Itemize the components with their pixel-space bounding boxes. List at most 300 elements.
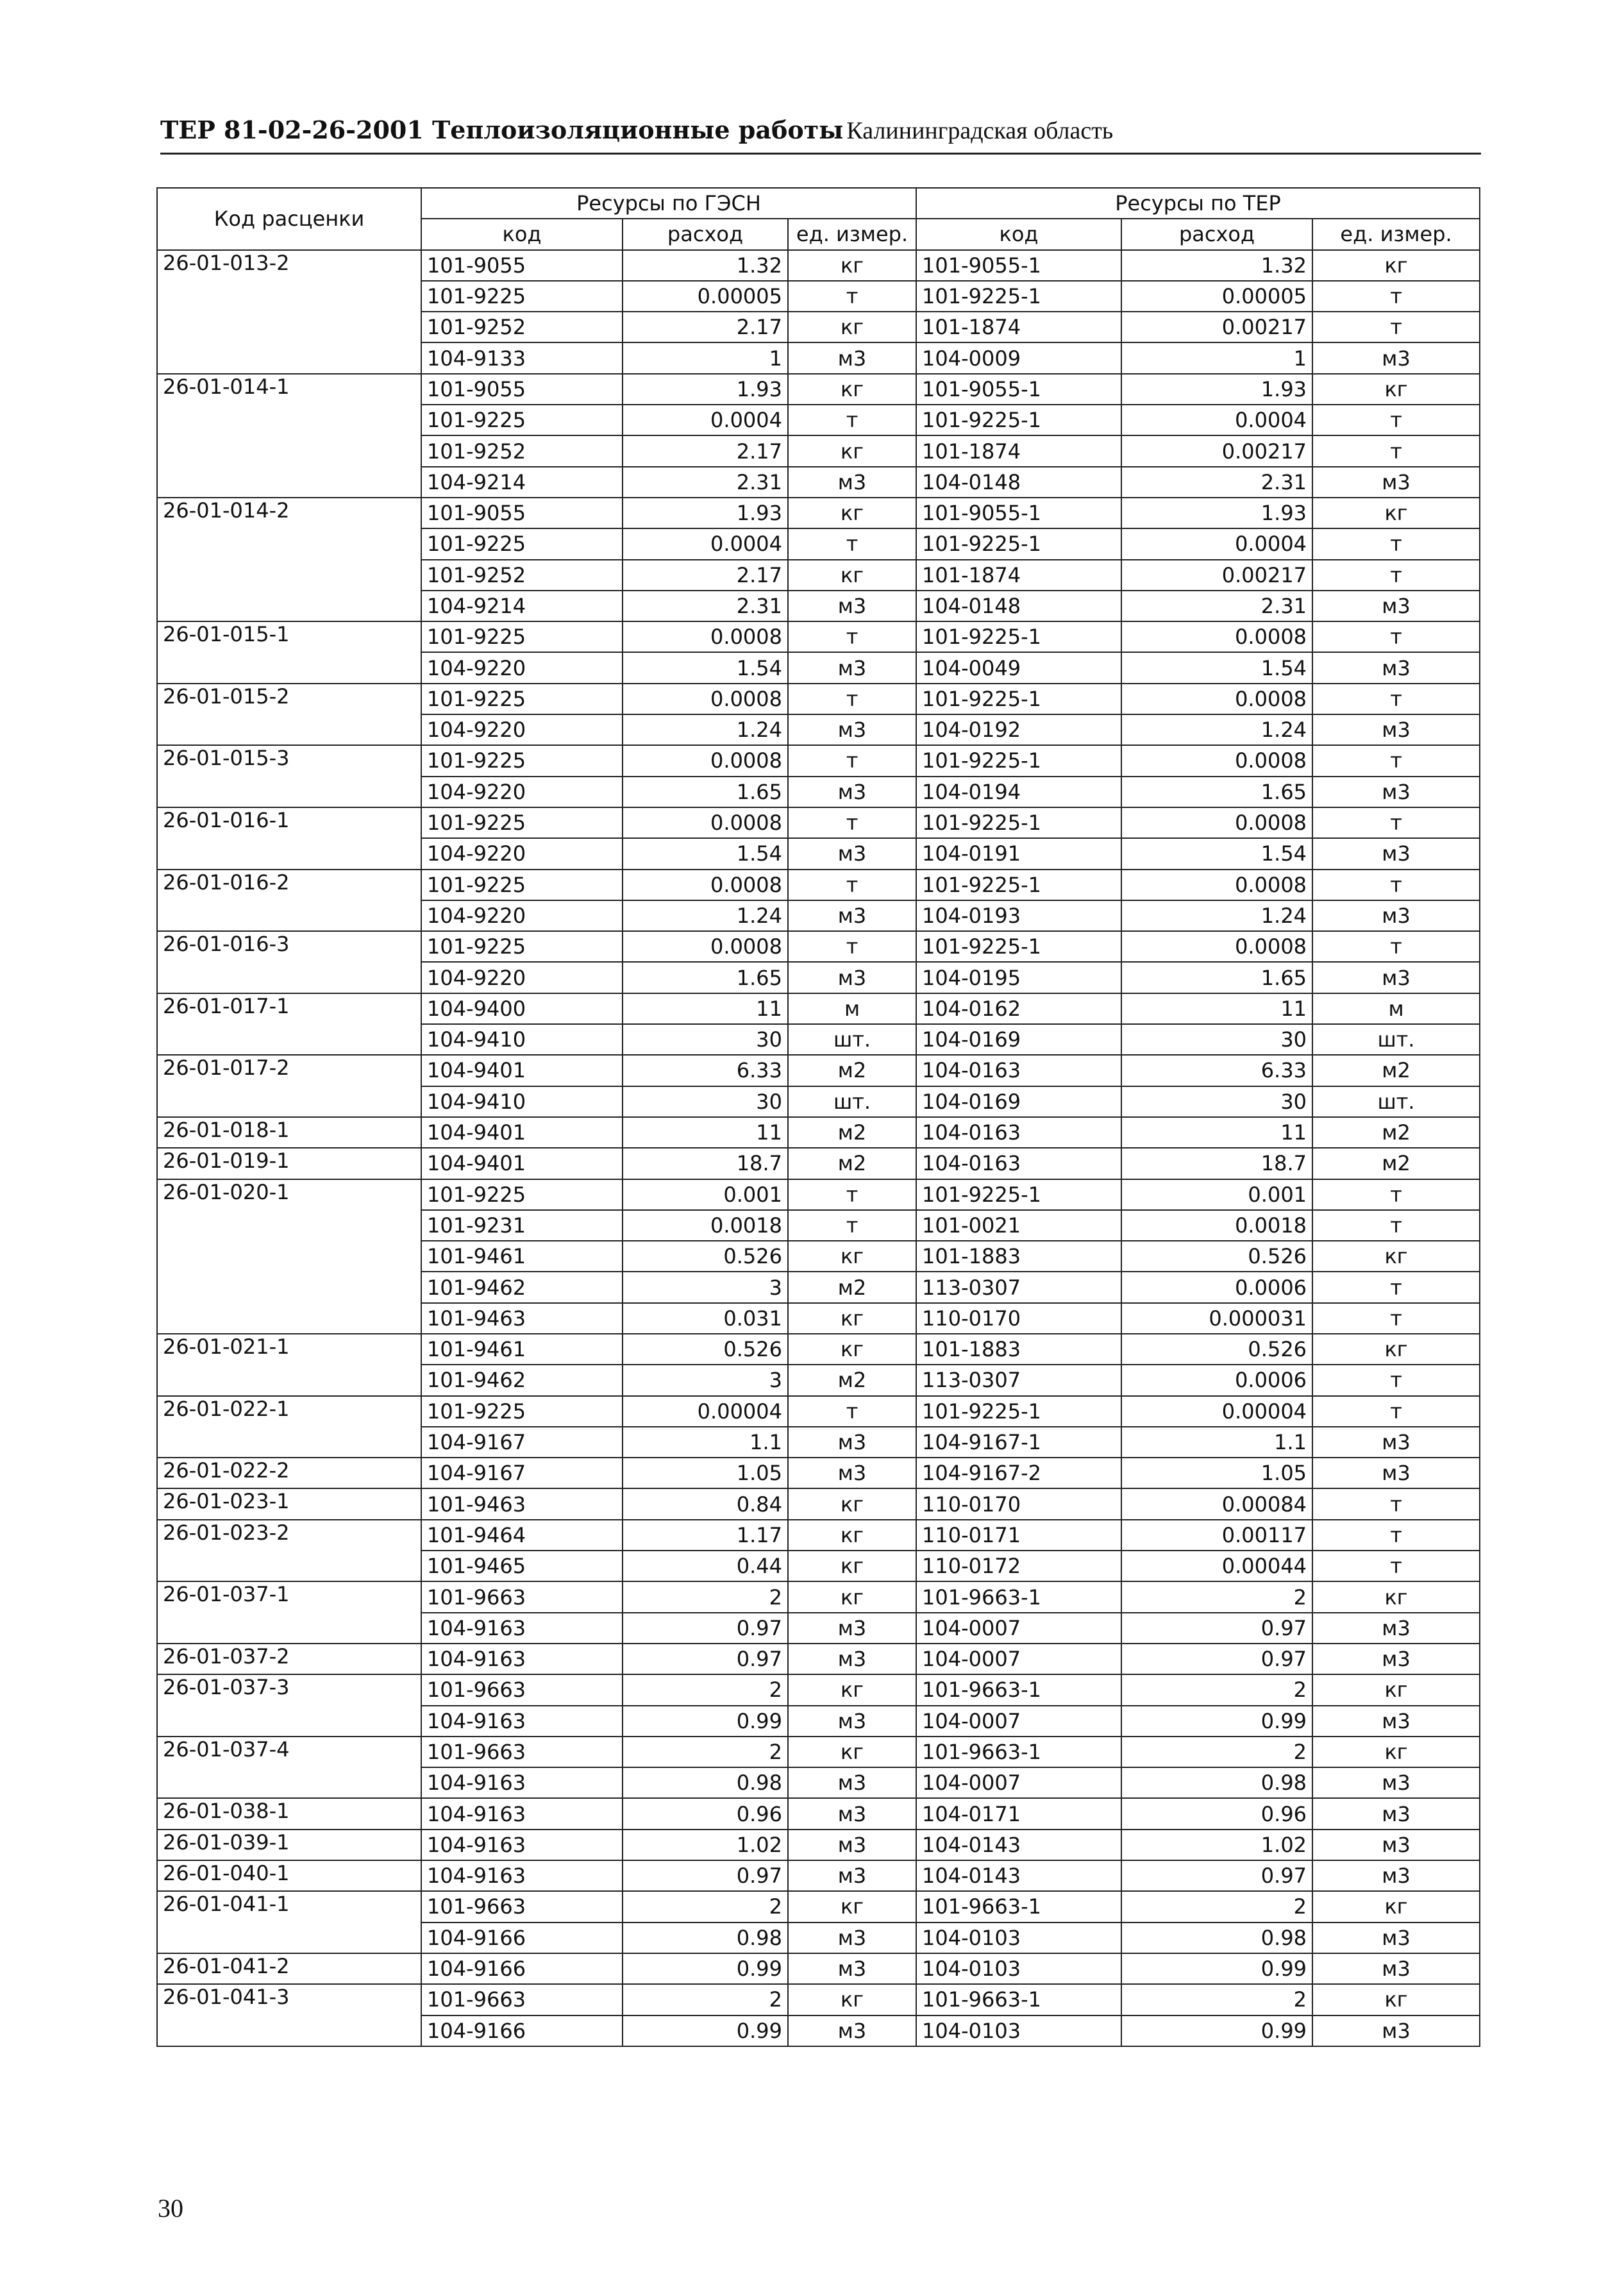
rate-code-cell: 26-01-037-1 [157,1581,421,1644]
ter-unit-cell: м3 [1312,1706,1480,1737]
gesn-qty-cell: 0.98 [623,1923,788,1953]
gesn-code-cell: 104-9400 [421,993,623,1024]
ter-code-cell: 101-9225-1 [916,745,1121,776]
ter-code-cell: 104-0169 [916,1024,1121,1055]
ter-qty-cell: 0.96 [1121,1798,1312,1829]
ter-qty-cell: 1.24 [1121,900,1312,931]
gesn-unit-cell: кг [788,1737,916,1767]
gesn-qty-cell: 2.31 [623,591,788,621]
ter-qty-cell: 0.0008 [1121,870,1312,900]
table-row [157,993,1480,1024]
ter-code-cell: 104-0049 [916,652,1121,683]
ter-unit-cell: м3 [1312,467,1480,498]
gesn-qty-cell: 0.00004 [623,1396,788,1427]
gesn-unit-cell: м2 [788,1148,916,1179]
rate-code-cell: 26-01-023-2 [157,1520,421,1582]
ter-code-cell: 101-1874 [916,560,1121,591]
gesn-unit-cell: м3 [788,900,916,931]
gesn-qty-cell: 1.05 [623,1458,788,1488]
gesn-unit-cell: кг [788,1984,916,2015]
ter-code-cell: 110-0170 [916,1488,1121,1519]
gesn-unit-cell: м3 [788,1767,916,1798]
ter-unit-cell: м3 [1312,1644,1480,1674]
table-row [157,498,1480,528]
gesn-unit-cell: т [788,745,916,776]
ter-code-cell: 104-0191 [916,838,1121,869]
gesn-qty-cell: 2.17 [623,435,788,466]
ter-unit-cell: м3 [1312,2015,1480,2046]
rate-code-cell: 26-01-014-2 [157,498,421,621]
gesn-qty-cell: 1.02 [623,1830,788,1860]
gesn-unit-cell: м3 [788,591,916,621]
ter-qty-cell: 0.98 [1121,1923,1312,1953]
ter-code-cell: 104-0169 [916,1086,1121,1117]
header-ter-qty: расход [1121,219,1312,249]
rate-code-cell: 26-01-037-2 [157,1644,421,1674]
gesn-code-cell: 101-9462 [421,1365,623,1395]
gesn-code-cell: 101-9663 [421,1674,623,1705]
gesn-code-cell: 101-9225 [421,1179,623,1210]
ter-unit-cell: шт. [1312,1086,1480,1117]
gesn-qty-cell: 0.00005 [623,281,788,312]
table-row [157,250,1480,281]
ter-unit-cell: м [1312,993,1480,1024]
gesn-code-cell: 101-9225 [421,405,623,435]
gesn-qty-cell: 1.65 [623,777,788,807]
ter-unit-cell: м3 [1312,1860,1480,1891]
rate-code-cell: 26-01-021-1 [157,1334,421,1396]
gesn-qty-cell: 0.0008 [623,870,788,900]
ter-unit-cell: м2 [1312,1055,1480,1086]
header-gesn-unit: ед. измер. [788,219,916,249]
ter-code-cell: 101-9225-1 [916,1179,1121,1210]
ter-qty-cell: 0.97 [1121,1613,1312,1644]
ter-qty-cell: 0.00217 [1121,312,1312,342]
header-gesn-qty: расход [623,219,788,249]
gesn-unit-cell: м3 [788,1427,916,1458]
ter-code-cell: 104-0195 [916,962,1121,993]
gesn-code-cell: 104-9163 [421,1830,623,1860]
gesn-qty-cell: 3 [623,1272,788,1302]
gesn-code-cell: 104-9163 [421,1798,623,1829]
ter-unit-cell: кг [1312,498,1480,528]
gesn-code-cell: 104-9167 [421,1427,623,1458]
table-row [157,807,1480,838]
gesn-code-cell: 101-9462 [421,1272,623,1302]
ter-code-cell: 104-0194 [916,777,1121,807]
ter-unit-cell: т [1312,1179,1480,1210]
ter-code-cell: 104-0007 [916,1613,1121,1644]
gesn-qty-cell: 30 [623,1024,788,1055]
ter-code-cell: 101-1883 [916,1241,1121,1272]
gesn-unit-cell: м3 [788,1860,916,1891]
rate-code-cell: 26-01-037-4 [157,1737,421,1799]
gesn-unit-cell: т [788,528,916,559]
gesn-code-cell: 101-9225 [421,931,623,962]
page-number: 30 [158,2194,183,2223]
header-bold-title: ТЕР 81-02-26-2001 Теплоизоляционные работы [160,115,844,144]
rate-code-cell: 26-01-041-2 [157,1953,421,1984]
gesn-code-cell: 104-9166 [421,1953,623,1984]
gesn-qty-cell: 2.17 [623,312,788,342]
gesn-code-cell: 104-9410 [421,1024,623,1055]
gesn-code-cell: 104-9133 [421,342,623,373]
ter-code-cell: 104-9167-1 [916,1427,1121,1458]
ter-code-cell: 104-0103 [916,1953,1121,1984]
gesn-unit-cell: т [788,1396,916,1427]
ter-qty-cell: 11 [1121,1117,1312,1148]
gesn-unit-cell: кг [788,435,916,466]
ter-qty-cell: 2 [1121,1891,1312,1922]
gesn-code-cell: 104-9214 [421,467,623,498]
gesn-qty-cell: 0.97 [623,1613,788,1644]
gesn-unit-cell: м3 [788,1830,916,1860]
gesn-qty-cell: 2 [623,1674,788,1705]
gesn-qty-cell: 0.99 [623,1953,788,1984]
rate-code-cell: 26-01-016-3 [157,931,421,993]
gesn-code-cell: 104-9163 [421,1706,623,1737]
ter-qty-cell: 11 [1121,993,1312,1024]
gesn-qty-cell: 1.32 [623,250,788,281]
ter-code-cell: 101-9225-1 [916,807,1121,838]
table-row [157,1396,1480,1427]
gesn-qty-cell: 1 [623,342,788,373]
gesn-unit-cell: м3 [788,714,916,745]
gesn-unit-cell: кг [788,1334,916,1365]
ter-qty-cell: 2 [1121,1674,1312,1705]
gesn-qty-cell: 1.1 [623,1427,788,1458]
gesn-unit-cell: кг [788,374,916,405]
ter-unit-cell: т [1312,1272,1480,1302]
gesn-code-cell: 104-9220 [421,652,623,683]
table-row [157,1055,1480,1086]
rate-code-cell: 26-01-016-1 [157,807,421,870]
ter-qty-cell: 1.54 [1121,652,1312,683]
rate-code-cell: 26-01-041-3 [157,1984,421,2046]
ter-qty-cell: 0.98 [1121,1767,1312,1798]
ter-qty-cell: 1.65 [1121,962,1312,993]
ter-code-cell: 101-1883 [916,1334,1121,1365]
rate-code-cell: 26-01-017-2 [157,1055,421,1117]
ter-code-cell: 101-9055-1 [916,250,1121,281]
ter-unit-cell: м3 [1312,1613,1480,1644]
ter-qty-cell: 2 [1121,1737,1312,1767]
table-row [157,1520,1480,1551]
ter-qty-cell: 2 [1121,1581,1312,1612]
gesn-qty-cell: 0.0008 [623,931,788,962]
ter-code-cell: 101-9225-1 [916,870,1121,900]
ter-qty-cell: 1.02 [1121,1830,1312,1860]
gesn-unit-cell: т [788,621,916,652]
header-region: Калининградская область [846,117,1114,144]
ter-qty-cell: 1.93 [1121,374,1312,405]
ter-qty-cell: 0.0004 [1121,405,1312,435]
ter-qty-cell: 0.00044 [1121,1551,1312,1581]
ter-unit-cell: м3 [1312,777,1480,807]
gesn-qty-cell: 2.17 [623,560,788,591]
gesn-unit-cell: кг [788,1520,916,1551]
ter-code-cell: 101-9225-1 [916,1396,1121,1427]
ter-unit-cell: т [1312,684,1480,714]
rate-code-cell: 26-01-023-1 [157,1488,421,1519]
ter-code-cell: 101-9225-1 [916,621,1121,652]
gesn-qty-cell: 0.97 [623,1644,788,1674]
ter-qty-cell: 0.001 [1121,1179,1312,1210]
ter-qty-cell: 0.00005 [1121,281,1312,312]
gesn-code-cell: 101-9463 [421,1488,623,1519]
gesn-unit-cell: м3 [788,652,916,683]
ter-qty-cell: 0.00004 [1121,1396,1312,1427]
header-ter-unit: ед. измер. [1312,219,1480,249]
ter-unit-cell: м2 [1312,1117,1480,1148]
gesn-code-cell: 101-9464 [421,1520,623,1551]
ter-qty-cell: 0.0018 [1121,1210,1312,1241]
ter-qty-cell: 2.31 [1121,591,1312,621]
gesn-qty-cell: 1.24 [623,900,788,931]
rate-code-cell: 26-01-020-1 [157,1179,421,1334]
ter-code-cell: 104-0009 [916,342,1121,373]
ter-unit-cell: т [1312,281,1480,312]
ter-unit-cell: м3 [1312,342,1480,373]
gesn-qty-cell: 0.031 [623,1303,788,1334]
rate-code-cell: 26-01-039-1 [157,1830,421,1860]
gesn-code-cell: 104-9401 [421,1117,623,1148]
ter-unit-cell: м3 [1312,652,1480,683]
ter-unit-cell: т [1312,931,1480,962]
ter-qty-cell: 0.0004 [1121,528,1312,559]
gesn-code-cell: 101-9055 [421,374,623,405]
ter-qty-cell: 0.99 [1121,1953,1312,1984]
ter-code-cell: 110-0170 [916,1303,1121,1334]
ter-code-cell: 104-0163 [916,1055,1121,1086]
ter-qty-cell: 0.526 [1121,1241,1312,1272]
header-code: Код расценки [157,188,421,250]
gesn-unit-cell: кг [788,1303,916,1334]
gesn-qty-cell: 0.99 [623,2015,788,2046]
table-row [157,684,1480,714]
ter-qty-cell: 0.0008 [1121,745,1312,776]
ter-code-cell: 101-1874 [916,312,1121,342]
gesn-qty-cell: 0.99 [623,1706,788,1737]
gesn-unit-cell: кг [788,498,916,528]
ter-code-cell: 104-0148 [916,591,1121,621]
gesn-unit-cell: т [788,405,916,435]
ter-qty-cell: 2.31 [1121,467,1312,498]
ter-unit-cell: т [1312,435,1480,466]
ter-unit-cell: м2 [1312,1148,1480,1179]
page-header [160,114,1481,155]
gesn-qty-cell: 0.0008 [623,807,788,838]
ter-qty-cell: 2 [1121,1984,1312,2015]
ter-unit-cell: т [1312,312,1480,342]
ter-unit-cell: т [1312,807,1480,838]
ter-qty-cell: 1.24 [1121,714,1312,745]
ter-qty-cell: 1.54 [1121,838,1312,869]
ter-qty-cell: 0.97 [1121,1860,1312,1891]
ter-qty-cell: 0.99 [1121,2015,1312,2046]
ter-qty-cell: 1.65 [1121,777,1312,807]
gesn-qty-cell: 0.96 [623,1798,788,1829]
gesn-qty-cell: 1.93 [623,498,788,528]
gesn-qty-cell: 0.0004 [623,405,788,435]
gesn-code-cell: 101-9225 [421,621,623,652]
table-row [157,1458,1480,1488]
gesn-unit-cell: м3 [788,2015,916,2046]
ter-qty-cell: 1.32 [1121,250,1312,281]
ter-qty-cell: 1.1 [1121,1427,1312,1458]
ter-unit-cell: кг [1312,374,1480,405]
ter-code-cell: 104-0192 [916,714,1121,745]
table-row [157,1737,1480,1767]
ter-unit-cell: кг [1312,1581,1480,1612]
ter-code-cell: 104-0007 [916,1767,1121,1798]
rate-code-cell: 26-01-015-3 [157,745,421,807]
gesn-unit-cell: шт. [788,1086,916,1117]
gesn-unit-cell: м2 [788,1117,916,1148]
ter-qty-cell: 0.00217 [1121,560,1312,591]
gesn-unit-cell: кг [788,1488,916,1519]
gesn-qty-cell: 2 [623,1891,788,1922]
ter-unit-cell: т [1312,1210,1480,1241]
gesn-code-cell: 104-9220 [421,838,623,869]
ter-code-cell: 110-0172 [916,1551,1121,1581]
rate-code-cell: 26-01-015-1 [157,621,421,684]
ter-code-cell: 101-9225-1 [916,281,1121,312]
gesn-code-cell: 104-9163 [421,1644,623,1674]
gesn-qty-cell: 2 [623,1737,788,1767]
ter-qty-cell: 30 [1121,1024,1312,1055]
ter-unit-cell: м3 [1312,714,1480,745]
rate-code-cell: 26-01-017-1 [157,993,421,1056]
gesn-unit-cell: кг [788,1551,916,1581]
ter-unit-cell: кг [1312,1334,1480,1365]
rate-code-cell: 26-01-014-1 [157,374,421,498]
ter-qty-cell: 30 [1121,1086,1312,1117]
ter-unit-cell: т [1312,1365,1480,1395]
ter-unit-cell: м3 [1312,1427,1480,1458]
ter-qty-cell: 0.99 [1121,1706,1312,1737]
ter-code-cell: 101-9663-1 [916,1984,1121,2015]
table-body [157,250,1480,2046]
ter-code-cell: 101-9055-1 [916,374,1121,405]
gesn-code-cell: 101-9252 [421,560,623,591]
table-row [157,1984,1480,2015]
gesn-code-cell: 101-9225 [421,745,623,776]
gesn-code-cell: 104-9163 [421,1613,623,1644]
gesn-unit-cell: м3 [788,342,916,373]
gesn-code-cell: 101-9663 [421,1737,623,1767]
gesn-qty-cell: 0.526 [623,1334,788,1365]
ter-code-cell: 104-0162 [916,993,1121,1024]
gesn-qty-cell: 2 [623,1581,788,1612]
ter-code-cell: 104-0007 [916,1706,1121,1737]
gesn-unit-cell: т [788,1210,916,1241]
gesn-unit-cell: м3 [788,1798,916,1829]
ter-qty-cell: 0.00217 [1121,435,1312,466]
gesn-code-cell: 101-9252 [421,312,623,342]
ter-qty-cell: 0.0008 [1121,807,1312,838]
ter-unit-cell: м3 [1312,1767,1480,1798]
ter-unit-cell: т [1312,745,1480,776]
gesn-qty-cell: 1.24 [623,714,788,745]
gesn-code-cell: 104-9163 [421,1767,623,1798]
gesn-unit-cell: кг [788,1241,916,1272]
ter-code-cell: 101-9055-1 [916,498,1121,528]
ter-unit-cell: м3 [1312,962,1480,993]
ter-qty-cell: 18.7 [1121,1148,1312,1179]
gesn-unit-cell: кг [788,250,916,281]
ter-code-cell: 104-0103 [916,2015,1121,2046]
ter-qty-cell: 0.00084 [1121,1488,1312,1519]
gesn-qty-cell: 1.54 [623,652,788,683]
ter-code-cell: 101-9663-1 [916,1674,1121,1705]
gesn-unit-cell: кг [788,560,916,591]
rate-code-cell: 26-01-018-1 [157,1117,421,1148]
ter-code-cell: 104-0163 [916,1148,1121,1179]
ter-unit-cell: м3 [1312,1953,1480,1984]
table-row [157,1798,1480,1829]
header-gesn-code: код [421,219,623,249]
ter-unit-cell: м3 [1312,900,1480,931]
ter-qty-cell: 0.0008 [1121,621,1312,652]
gesn-unit-cell: м3 [788,962,916,993]
ter-code-cell: 101-9225-1 [916,405,1121,435]
gesn-qty-cell: 0.98 [623,1767,788,1798]
gesn-code-cell: 104-9220 [421,714,623,745]
ter-unit-cell: м3 [1312,838,1480,869]
rate-code-cell: 26-01-022-2 [157,1458,421,1488]
gesn-qty-cell: 30 [623,1086,788,1117]
table-row [157,1179,1480,1210]
gesn-unit-cell: м3 [788,1706,916,1737]
gesn-unit-cell: м2 [788,1365,916,1395]
ter-code-cell: 104-9167-2 [916,1458,1121,1488]
gesn-code-cell: 101-9461 [421,1334,623,1365]
gesn-unit-cell: м3 [788,1644,916,1674]
gesn-code-cell: 101-9225 [421,281,623,312]
gesn-unit-cell: м3 [788,1953,916,1984]
gesn-unit-cell: м3 [788,1923,916,1953]
gesn-code-cell: 104-9163 [421,1860,623,1891]
gesn-code-cell: 101-9055 [421,498,623,528]
gesn-code-cell: 104-9220 [421,962,623,993]
table-row [157,745,1480,776]
header-ter: Ресурсы по ТЕР [916,188,1480,219]
gesn-qty-cell: 6.33 [623,1055,788,1086]
ter-unit-cell: т [1312,528,1480,559]
ter-unit-cell: т [1312,1551,1480,1581]
ter-code-cell: 101-9225-1 [916,528,1121,559]
ter-code-cell: 113-0307 [916,1272,1121,1302]
ter-unit-cell: т [1312,870,1480,900]
gesn-unit-cell: т [788,931,916,962]
ter-code-cell: 110-0171 [916,1520,1121,1551]
ter-unit-cell: кг [1312,1241,1480,1272]
gesn-qty-cell: 1.54 [623,838,788,869]
gesn-code-cell: 104-9220 [421,777,623,807]
gesn-qty-cell: 0.526 [623,1241,788,1272]
rate-code-cell: 26-01-022-1 [157,1396,421,1458]
ter-unit-cell: т [1312,621,1480,652]
rate-code-cell: 26-01-038-1 [157,1798,421,1829]
ter-code-cell: 101-9225-1 [916,931,1121,962]
ter-unit-cell: т [1312,560,1480,591]
resources-table [156,187,1480,2047]
table-row [157,621,1480,652]
ter-qty-cell: 0.00117 [1121,1520,1312,1551]
ter-code-cell: 104-0103 [916,1923,1121,1953]
rate-code-cell: 26-01-040-1 [157,1860,421,1891]
